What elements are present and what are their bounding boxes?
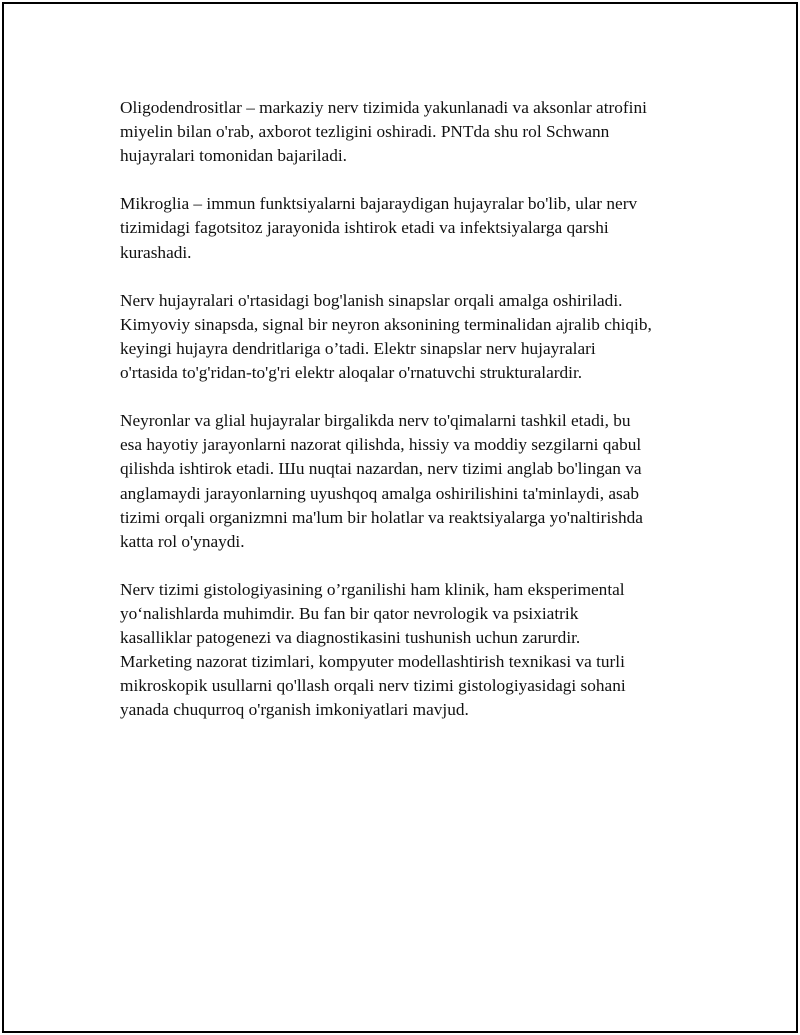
paragraph-neurons-glia: Neyronlar va glial hujayralar birgalikda nerv to'qimalarni tashkil etadi, bu esa hayotiy jarayonlarni nazorat qilishda, hissiy va moddiy sezgilarni qabul qilishda ishtirok etadi. Шu nuqtai nazardan, nerv tizimi anglab bo'lingan va anglamaydi jarayonlarning uyushqoq amalga oshirilishini ta'minlaydi, asab tizimi orqali organizmni ma'lum bir holatlar va reaktsiyalarga yo'naltirishda katta rol o'ynaydi. [120, 411, 643, 551]
paragraph-microglia: Mikroglia – immun funktsiyalarni bajaraydigan hujayralar bo'lib, ular nerv tizimidagi fagotsitoz jarayonida ishtirok etadi va infektsiyalarga qarshi kurashadi. [120, 194, 638, 262]
paragraph-oligodendrocytes: Oligodendrositlar – markaziy nerv tizimida yakunlanadi va aksonlar atrofini miyelin bilan o'rab, axborot tezligini oshiradi. PNTda shu rol Schwann hujayralari tomonidan bajariladi. [120, 98, 647, 166]
paragraph-synapses: Nerv hujayralari o'rtasidagi bog'lanish sinapslar orqali amalga oshiriladi. Kimyoviy sinapsda, signal bir neyron aksonining terminalidan ajralib chiqib, keyingi hujayra dendritlariga o’tadi. Elektr sinapslar nerv hujayralari o'rtasida to'g'ridan-to'g'ri elektr aloqalar o'rnatuvchi strukturalardir. [120, 290, 652, 383]
page-frame [2, 2, 798, 1033]
paragraph-histology-study: Nerv tizimi gistologiyasining o’rganilishi ham klinik, ham eksperimental yo‘nalishlarda muhimdir. Bu fan bir qator nevrologik va psixiatrik kasalliklar patogenezi va diagnostikasini tushunish uchun zarurdir. Marketing nazorat tizimlari, kompyuter modellashtirish texnikasi va turli mikroskopik usullarni qo'llash orqali nerv tizimi gistologiyasidagi sohani yanada chuqurroq o'rganish imkoniyatlari mavjud. [120, 579, 626, 720]
page-content [120, 96, 700, 747]
